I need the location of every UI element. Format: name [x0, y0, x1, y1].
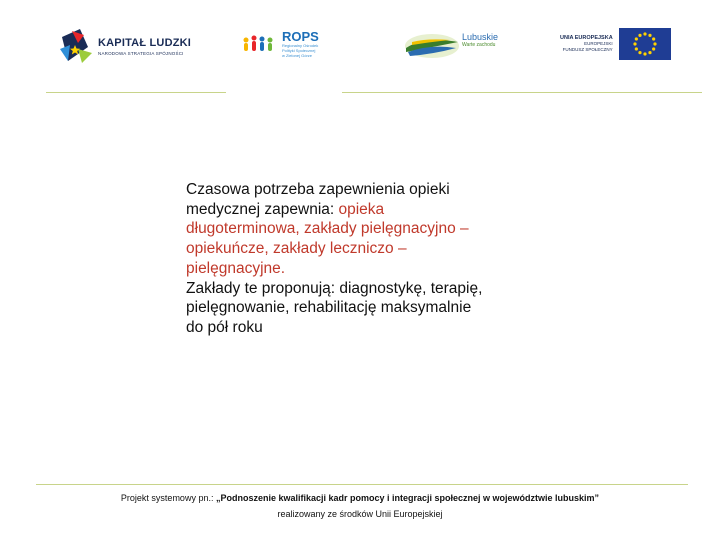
body-line: pielęgnowanie, rehabilitację maksymalnie: [186, 299, 472, 317]
header-divider-right: [342, 92, 702, 93]
eu-subtitle: EUROPEJSKI FUNDUSZ SPOŁECZNY: [562, 41, 613, 52]
kapital-ludzki-logo: [58, 26, 191, 66]
rops-people-icon: [242, 34, 278, 54]
main-text-block: [186, 180, 546, 338]
highlight-text: długoterminowa, zakłady pielęgnacyjno –: [186, 220, 469, 238]
eu-star-icon: [643, 52, 646, 55]
rops-subtitle: Regionalny Ośrodek Polityki Społecznej w Zielonej Górze: [282, 43, 319, 58]
rops-logo: [242, 30, 319, 58]
project-title: „Podnoszenie kwalifikacji kadr pomocy i integracji społecznej w województwie lubuskim”: [215, 493, 600, 503]
eu-star-icon: [634, 47, 637, 50]
lubuskie-subtitle: Warte zachodu: [462, 42, 496, 48]
kapital-ludzki-subtitle: NARODOWA STRATEGIA SPÓJNOŚCI: [98, 50, 184, 56]
body-line: Zakłady te proponują: diagnostykę, terapię,: [186, 279, 483, 297]
eu-flag-icon: [619, 28, 671, 60]
highlight-text: pielęgnacyjne.: [186, 259, 286, 277]
rops-title: ROPS: [282, 29, 319, 44]
eu-star-icon: [653, 42, 656, 45]
body-line: do pół roku: [186, 318, 263, 336]
highlight-text: opieka: [338, 200, 385, 218]
eu-star-icon: [638, 51, 641, 54]
eu-star-icon: [648, 51, 651, 54]
eu-title: UNIA EUROPEJSKA: [560, 35, 613, 41]
eu-star-icon: [652, 37, 655, 40]
eu-logo: [560, 28, 671, 60]
highlight-text: opiekuńcze, zakłady leczniczo –: [186, 240, 407, 258]
lubuskie-title: Lubuskie: [462, 32, 499, 42]
kapital-ludzki-emblem: [58, 27, 94, 65]
footer-divider: [36, 484, 688, 485]
footer-line-1: Projekt systemowy pn.: „Podnoszenie kwalifikacji kadr pomocy i integracji społecznej w województwie lubuskim”: [120, 493, 600, 503]
body-line: Czasowa potrzeba zapewnienia opieki: [186, 181, 450, 198]
eu-star-icon: [638, 34, 641, 37]
eu-star-icon: [634, 37, 637, 40]
header-divider-left: [46, 92, 226, 93]
eu-star-icon: [652, 47, 655, 50]
lubuskie-logo: [404, 32, 499, 60]
kapital-ludzki-title: KAPITAŁ LUDZKI: [98, 36, 192, 49]
eu-star-icon: [633, 42, 636, 45]
eu-star-icon: [643, 32, 646, 35]
footer-line-2: realizowany ze środków Unii Europejskiej: [277, 509, 443, 519]
eu-star-icon: [648, 34, 651, 37]
body-line: medycznej zapewnia: opieka: [186, 200, 385, 218]
footer: [40, 490, 680, 522]
lubuskie-landscape-icon: [404, 32, 460, 60]
